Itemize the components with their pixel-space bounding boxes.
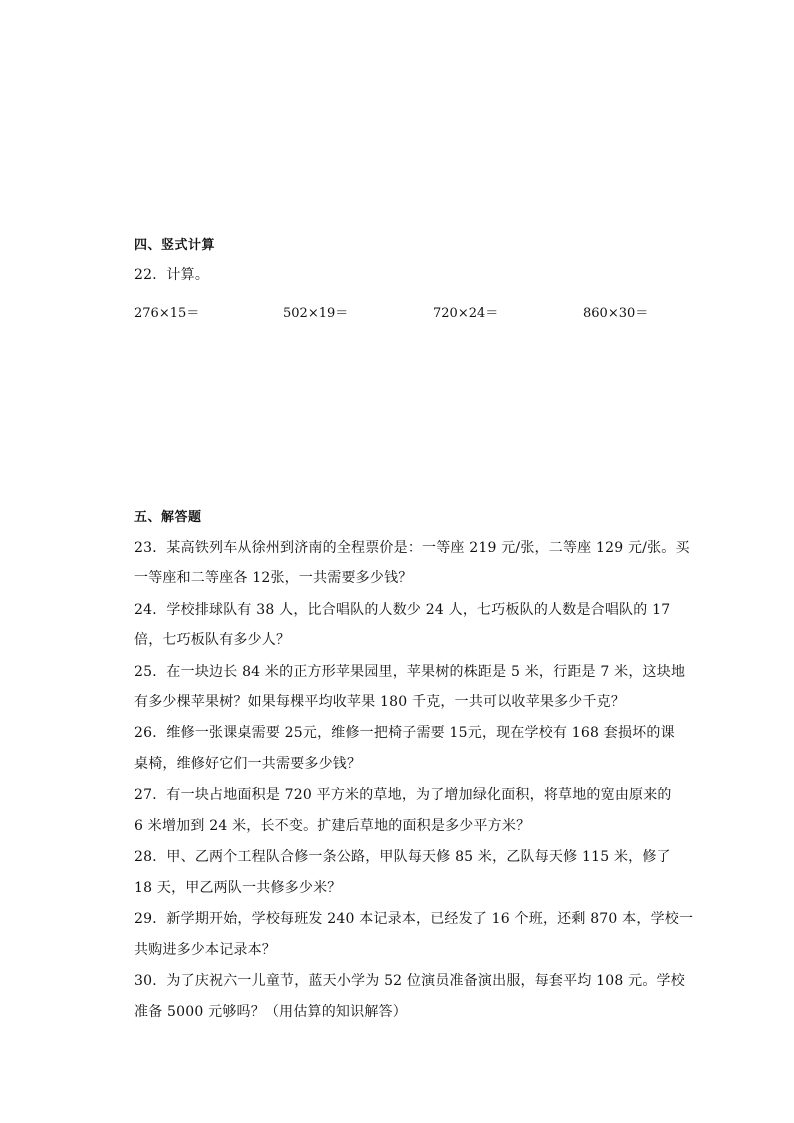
section-heading-vertical-calculation: 四、竖式计算	[134, 238, 216, 253]
question-28-line-1: 28．甲、乙两个工程队合修一条公路，甲队每天修 85 米，乙队每天修 115 米，修了	[134, 849, 671, 865]
question-25-line-2: 有多少棵苹果树？如果每棵平均收苹果 180 千克，一共可以收苹果多少千克？	[134, 694, 626, 710]
question-30-line-2: 准备 5000 元够吗？（用估算的知识解答）	[134, 1004, 407, 1020]
calc-item-3: 720×24＝	[433, 306, 499, 321]
question-27-line-1: 27．有一块占地面积是 720 平方米的草地，为了增加绿化面积，将草地的宽由原来的	[134, 787, 672, 803]
calc-item-2: 502×19＝	[283, 306, 349, 321]
question-24-line-2: 倍，七巧板队有多少人？	[134, 632, 291, 648]
section-heading-word-problems: 五、解答题	[134, 510, 202, 525]
question-26-line-1: 26．维修一张课桌需要 25元，维修一把椅子需要 15元，现在学校有 168 套损坏的课	[134, 725, 675, 741]
calc-item-4: 860×30＝	[583, 306, 649, 321]
question-25-line-1: 25．在一块边长 84 米的正方形苹果园里，苹果树的株距是 5 米，行距是 7 米，这块地	[134, 664, 686, 680]
calc-item-1: 276×15＝	[134, 306, 200, 321]
question-28-line-2: 18 天，甲乙两队一共修多少米？	[134, 880, 342, 896]
question-22-calc-row	[134, 302, 694, 322]
question-30-line-1: 30．为了庆祝六一儿童节，蓝天小学为 52 位演员准备演出服，每套平均 108 元。学校	[134, 973, 685, 989]
question-27-line-2: 6 米增加到 24 米，长不变。扩建后草地的面积是多少平方米？	[134, 818, 531, 834]
question-22-stem: 22．计算。	[134, 267, 210, 283]
question-24-line-1: 24．学校排球队有 38 人，比合唱队的人数少 24 人，七巧板队的人数是合唱队的 17	[134, 602, 671, 618]
question-23-line-2: 一等座和二等座各 12张，一共需要多少钱？	[134, 570, 413, 586]
question-29-line-2: 共购进多少本记录本？	[134, 942, 276, 958]
question-26-line-2: 桌椅，维修好它们一共需要多少钱？	[134, 756, 362, 772]
question-29-line-1: 29．新学期开始，学校每班发 240 本记录本，已经发了 16 个班，还剩 870 本，学校一	[134, 911, 694, 927]
question-23-line-1: 23．某高铁列车从徐州到济南的全程票价是：一等座 219 元/张，二等座 129 元/张。买	[134, 540, 690, 556]
